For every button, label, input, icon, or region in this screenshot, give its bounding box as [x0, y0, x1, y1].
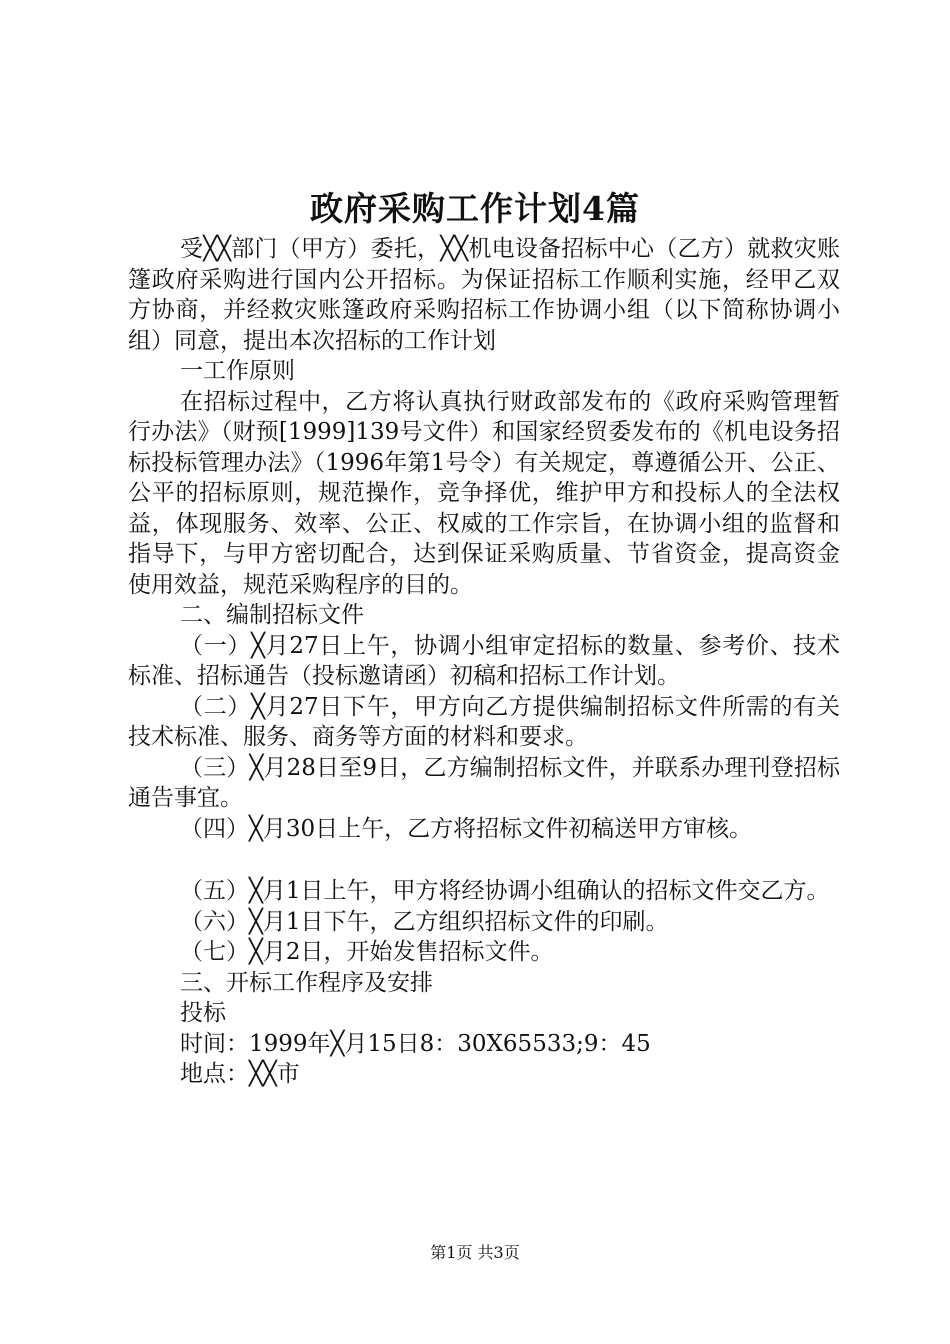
paragraph-spacer: [128, 844, 840, 876]
bid-label: 投标: [180, 1000, 226, 1026]
bid-time: 时间：1999年╳月15日8：30X65533;9：45: [180, 1030, 651, 1057]
section-heading-bid-opening: 三、开标工作程序及安排: [180, 969, 433, 996]
section-heading-principles: 一工作原则: [180, 358, 295, 384]
page-footer: 第1页 共3页: [430, 1243, 520, 1262]
bid-place: 地点：╳╳市: [180, 1061, 300, 1087]
list-item: （五）╳月1日上午，甲方将经协调小组确认的招标文件交乙方。: [180, 878, 830, 904]
list-item: （一）╳月27日上午，协调小组审定招标的数量、参考价、技术标准、招标通告（投标邀请函）初稿和招标工作计划。: [128, 632, 840, 689]
list-item: （二）╳月27日下午，甲方向乙方提供编制招标文件所需的有关技术标准、服务、商务等方面的材料和要求。: [128, 693, 840, 750]
list-item: （七）╳月2日，开始发售招标文件。: [180, 939, 554, 965]
list-item: （四）╳月30日上午，乙方将招标文件初稿送甲方审核。: [180, 815, 753, 842]
list-item: （三）╳月28日至9日，乙方编制招标文件，并联系办理刊登招标通告事宜。: [128, 754, 840, 811]
document-body: [128, 234, 840, 1090]
intro-paragraph: 受╳╳部门（甲方）委托，╳╳机电设备招标中心（乙方）就救灾账篷政府采购进行国内公开招标。为保证招标工作顺利实施，经甲乙双方协商，并经救灾账篷政府采购招标工作协调小组（以下简称协调小组）同意，提出本次招标的工作计划: [128, 236, 840, 354]
section-heading-tender-docs: 二、编制招标文件: [180, 602, 364, 628]
list-item: （六）╳月1日下午，乙方组织招标文件的印刷。: [180, 908, 669, 935]
document-title: 政府采购工作计划4篇: [310, 189, 640, 228]
principles-paragraph: 在招标过程中，乙方将认真执行财政部发布的《政府采购管理暂行办法》（财预[1999]139号文件）和国家经贸委发布的《机电设务招标投标管理办法》（1996年第1号令）有关规定，尊遵循公开、公正、公平的招标原则，规范操作，竞争择优，维护甲方和投标人的全法权益，体现服务、效率、公正、权威的工作宗旨，在协调小组的监督和指导下，与甲方密切配合，达到保证采购质量、节省资金，提高资金使用效益，规范采购程序的目的。: [128, 388, 840, 598]
